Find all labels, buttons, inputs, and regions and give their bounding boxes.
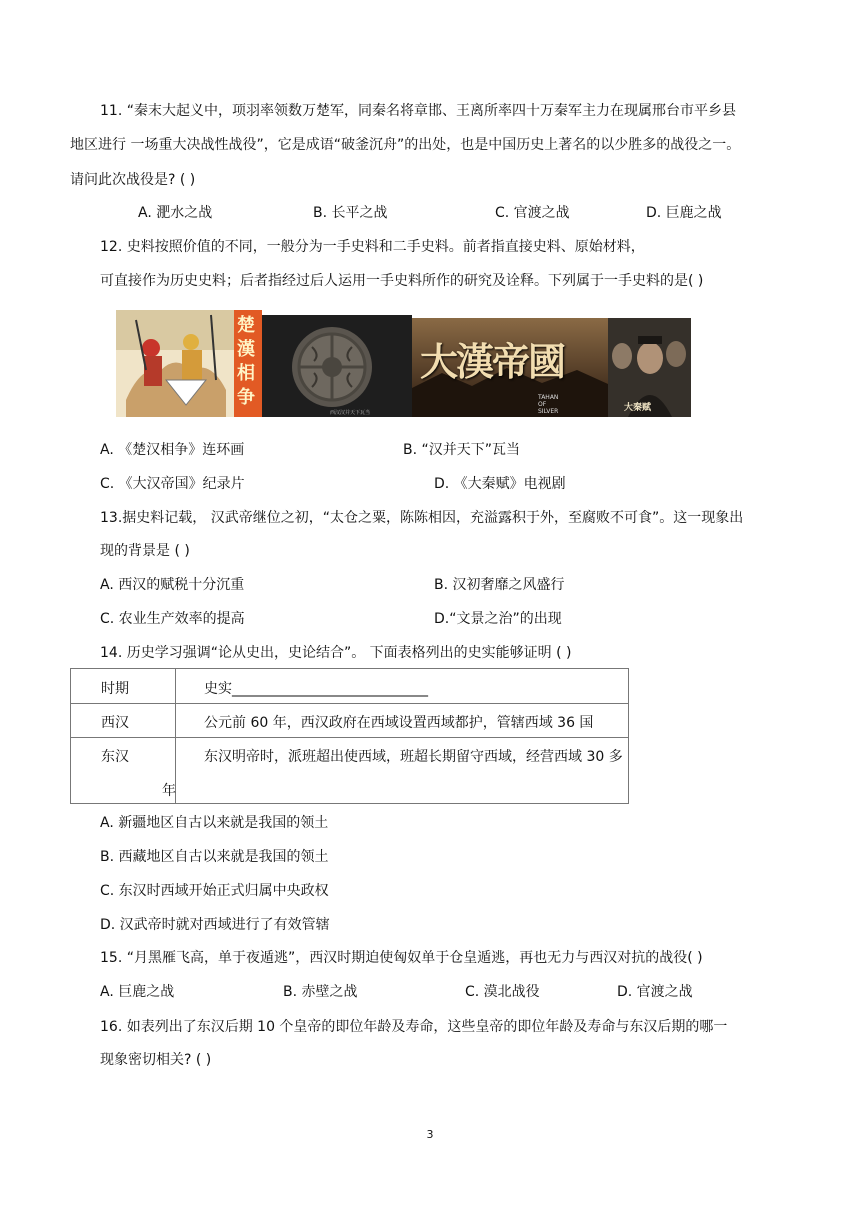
q12-line2: 可直接作为历史史料；后者指经过后人运用一手史料所作的研究及诠释。下列属于一手史料的是( ) <box>100 273 704 289</box>
q14-option-a: A. 新疆地区自古以来就是我国的领土 <box>100 815 329 831</box>
q14-stem: 14. 历史学习强调“论从史出，史论结合”。 下面表格列出的史实能够证明 ( ) <box>100 645 572 661</box>
q13-line1: 13.据史料记载， 汉武帝继位之初，“太仓之粟，陈陈相因，充溢露积于外，至腐败不可食”。这一现象出 <box>100 510 744 526</box>
table-row <box>71 704 629 738</box>
q13-line2: 现的背景是 ( ) <box>100 543 190 559</box>
q11-line3: 请问此次战役是? ( ) <box>70 172 196 188</box>
q15-option-d: D. 官渡之战 <box>617 984 693 1000</box>
table-cell-fact: 公元前 60 年，西汉政府在西域设置西域都护，管辖西域 36 国 <box>176 704 629 738</box>
table-header-period: 时期 <box>71 669 176 704</box>
q16-line1: 16. 如表列出了东汉后期 10 个皇帝的即位年龄及寿命，这些皇帝的即位年龄及寿命与东汉后期的哪一 <box>100 1019 728 1035</box>
q13-option-b: B. 汉初奢靡之风盛行 <box>434 577 565 593</box>
q15-option-c: C. 漠北战役 <box>465 984 540 1000</box>
roof-tile-icon <box>262 315 412 417</box>
q11-line1: 11. “秦末大起义中，项羽率领数万楚军，同秦名将章邯、王离所率四十万秦军主力在现属邢台市平乡县 <box>100 103 736 119</box>
table-row <box>71 738 629 804</box>
comic-title: 楚漢相争 <box>237 315 255 408</box>
q11-option-d: D. 巨鹿之战 <box>646 205 722 221</box>
q11-option-b: B. 长平之战 <box>313 205 388 221</box>
table-header-row <box>71 669 629 704</box>
q15-option-b: B. 赤壁之战 <box>283 984 358 1000</box>
q15-stem: 15. “月黑雁飞高，单于夜遁逃”，西汉时期迫使匈奴单于仓皇遁逃，再也无力与西汉对抗的战役( ) <box>100 950 703 966</box>
tv-drama-poster-image <box>608 318 691 417</box>
documentary-poster-image <box>412 318 608 417</box>
drama-title: 大秦赋 <box>624 403 652 413</box>
q12-option-d: D. 《大秦赋》电视剧 <box>434 476 566 492</box>
table-cell-period: 西汉 <box>71 704 176 738</box>
tile-caption: 西汉汉并天下瓦当 <box>330 410 371 416</box>
q11-line2: 地区进行 一场重大决战性战役”，它是成语“破釜沉舟”的出处，也是中国历史上著名的以少胜多的战役之一。 <box>70 137 741 153</box>
q13-option-c: C. 农业生产效率的提高 <box>100 611 245 627</box>
q14-option-c: C. 东汉时西域开始正式归属中央政权 <box>100 883 329 899</box>
q14-option-b: B. 西藏地区自古以来就是我国的领土 <box>100 849 329 865</box>
poster-subtitle: TAHAN OF SILVER <box>538 394 559 415</box>
table-fact-line1: 东汉明帝时，派班超出使西域，班超长期留守西域，经营西域 30 多 <box>204 749 623 765</box>
q12-option-a: A. 《楚汉相争》连环画 <box>100 442 245 458</box>
q11-option-a: A. 淝水之战 <box>138 205 213 221</box>
q14-option-d: D. 汉武帝时就对西域进行了有效管辖 <box>100 917 330 933</box>
table-fact-line2: 年 <box>162 783 176 799</box>
q12-option-c: C. 《大汉帝国》纪录片 <box>100 476 245 492</box>
page-number: 3 <box>426 1128 434 1141</box>
q11-option-c: C. 官渡之战 <box>495 205 570 221</box>
q12-option-b: B. “汉并天下”瓦当 <box>403 442 521 458</box>
table-cell-fact <box>162 738 629 804</box>
q15-option-a: A. 巨鹿之战 <box>100 984 175 1000</box>
q13-option-a: A. 西汉的赋税十分沉重 <box>100 577 245 593</box>
table-cell-period: 东汉 <box>71 738 176 804</box>
tile-image <box>262 315 412 417</box>
chuhan-comic-image <box>116 310 262 417</box>
q13-option-d: D.“文景之治”的出现 <box>434 611 562 627</box>
q16-line2: 现象密切相关? ( ) <box>100 1052 212 1068</box>
history-table <box>70 668 629 804</box>
table-header-facts: 史实____________________________ <box>176 669 629 704</box>
poster-title: 大漢帝國 <box>420 339 565 384</box>
q12-line1: 12. 史料按照价值的不同，一般分为一手史料和二手史料。前者指直接史料、原始材料， <box>100 239 645 255</box>
